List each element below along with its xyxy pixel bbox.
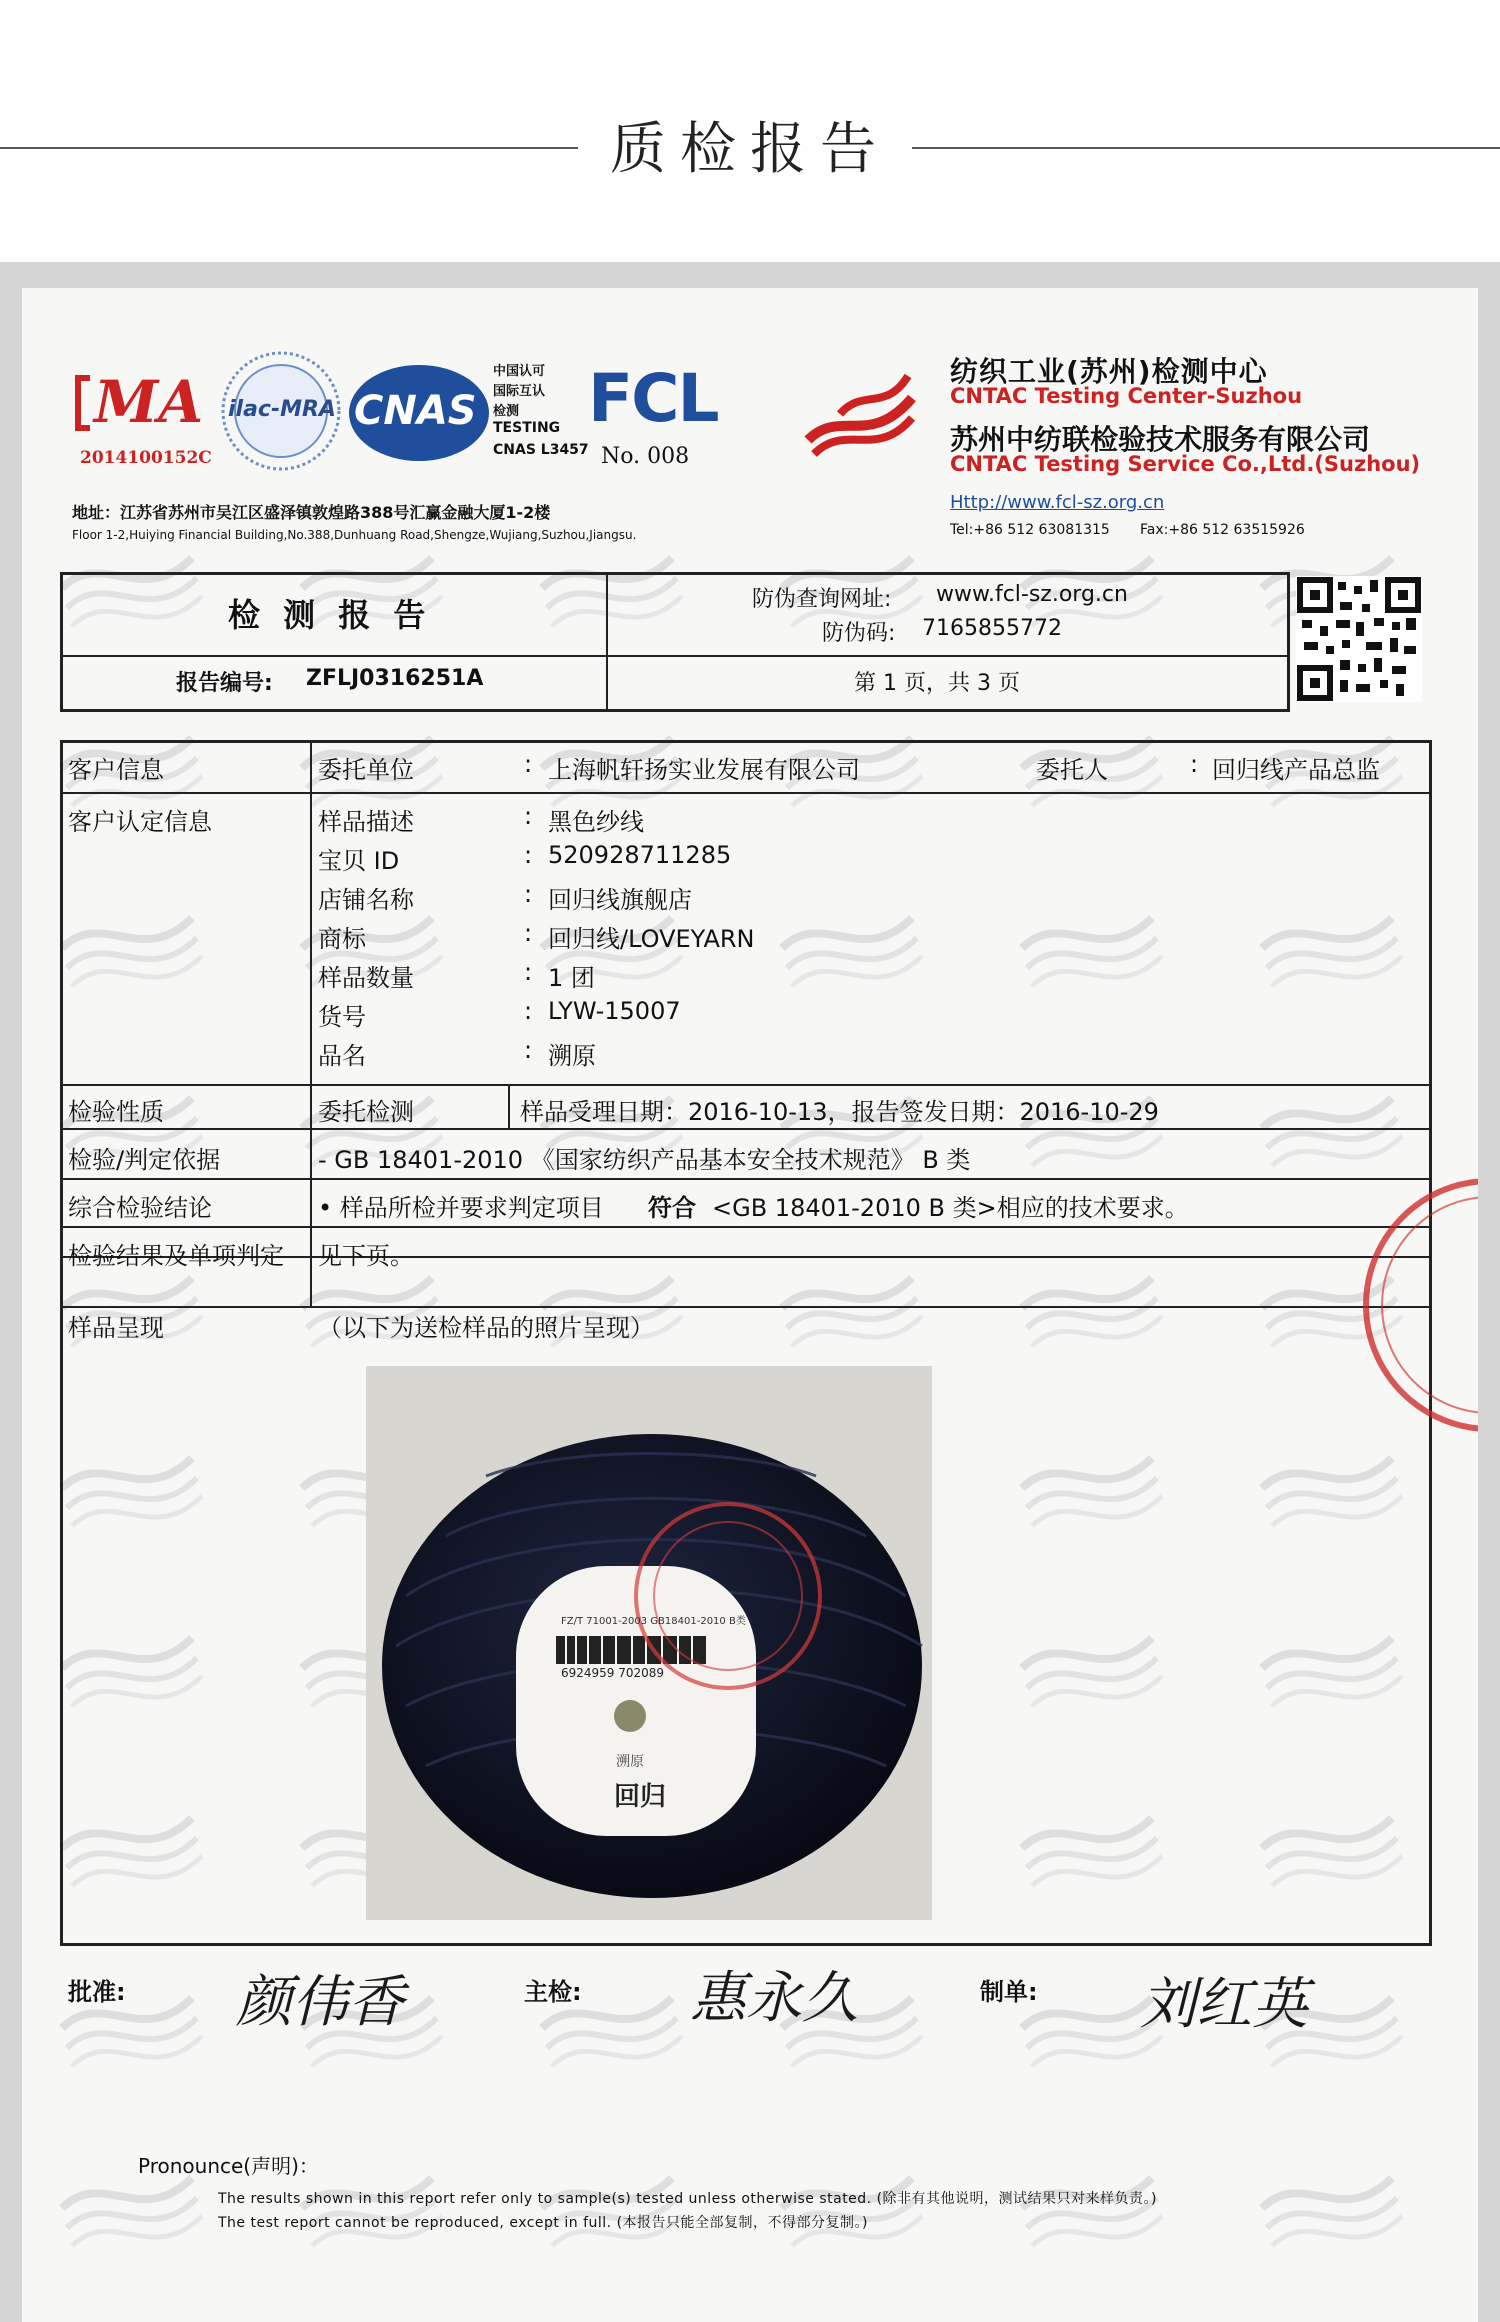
fcl-logo: FCL (588, 360, 718, 437)
basis-value: - GB 18401-2010 《国家纺织产品基本安全技术规范》 B 类 (318, 1146, 971, 1174)
field-label: 货号 (318, 1003, 366, 1031)
cma-code: 2014100152C (80, 448, 212, 468)
colon: : (524, 958, 533, 986)
org-tel: Tel:+86 512 63081315 (950, 522, 1110, 538)
report-number: ZFLJ0316251A (306, 666, 484, 691)
client-confirm-label: 客户认定信息 (68, 808, 212, 836)
yarn-label-std: FZ/T 71001-2003 GB18401-2010 B类 (561, 1616, 746, 1627)
field-value: LYW-15007 (548, 997, 681, 1025)
field-value: 溯原 (548, 1042, 596, 1070)
cntac-logo-icon (800, 368, 918, 460)
verify-url[interactable]: www.fcl-sz.org.cn (936, 582, 1128, 607)
colon: : (524, 997, 533, 1025)
main-inspector-label: 主检: (524, 1978, 582, 2006)
cma-label: MA (94, 368, 204, 436)
field-value: 回归线旗舰店 (548, 886, 692, 914)
report-number-label: 报告编号: (176, 671, 273, 696)
make-label: 制单: (980, 1978, 1038, 2006)
report-header-vdivider (606, 572, 608, 709)
org-en-company: CNTAC Testing Service Co.,Ltd.(Suzhou) (950, 452, 1421, 476)
table-row-divider-1 (60, 792, 1429, 794)
approve-signature: 颜伟香 (236, 1970, 404, 2035)
statement-title: Pronounce(声明)： (138, 2154, 319, 2178)
cnas-label: CNAS (354, 388, 477, 434)
address-en: Floor 1-2,Huiying Financial Building,No.388,Dunhuang Road,Shengze,Wujiang,Suzhou,Jiangsu. (72, 528, 637, 542)
entrust-person-value: 回归线产品总监 (1212, 756, 1380, 784)
yarn-label-brand: 回归 (614, 1782, 667, 1812)
verify-code-label: 防伪码: (822, 621, 896, 646)
cnas-side-4: TESTING (493, 420, 561, 436)
cnas-side-5: CNAS L3457 (493, 442, 589, 458)
org-en-name: CNTAC Testing Center-Suzhou (950, 384, 1303, 408)
inspection-stamp (1350, 1170, 1478, 1440)
approve-label: 批准: (68, 1978, 126, 2006)
fcl-number: No. 008 (601, 444, 690, 469)
field-value: 520928711285 (548, 841, 732, 869)
header-rule-right (912, 147, 1500, 149)
field-label: 样品描述 (318, 808, 414, 836)
inspection-nature-value: 委托检测 (318, 1098, 414, 1126)
conclusion-verdict: 符合 (648, 1194, 696, 1222)
address-cn: 地址：江苏省苏州市吴江区盛泽镇敦煌路388号汇赢金融大厦1-2楼 (72, 503, 551, 522)
table-row-divider-3 (60, 1128, 1429, 1130)
basis-label: 检验/判定依据 (68, 1146, 221, 1174)
table-row-divider-5 (60, 1226, 1429, 1228)
sample-photo (366, 1366, 932, 1920)
conclusion-post: <GB 18401-2010 B 类>相应的技术要求。 (712, 1194, 1189, 1222)
table-col2-divider (508, 1084, 510, 1128)
colon: : (524, 750, 533, 778)
field-value: 回归线/LOVEYARN (548, 925, 755, 953)
report-header-divider (60, 655, 1287, 657)
cnas-side-2: 国际互认 (493, 384, 546, 399)
sample-note: （以下为送检样品的照片呈现） (318, 1314, 654, 1342)
field-value: 1 团 (548, 964, 595, 992)
statement-line-2: The test report cannot be reproduced, except in full. (本报告只能全部复制，不得部分复制。) (218, 2215, 868, 2231)
conclusion-pre: • 样品所检并要求判定项目 (318, 1194, 604, 1222)
sample-label: 样品呈现 (68, 1314, 164, 1342)
verify-code: 7165855772 (922, 616, 1062, 641)
page-info: 第 1 页，共 3 页 (854, 671, 1020, 696)
conclusion-label: 综合检验结论 (68, 1194, 212, 1222)
field-value: 黑色纱线 (548, 808, 644, 836)
report-title: 检 测 报 告 (228, 596, 432, 634)
yarn-ball-image (366, 1366, 932, 1920)
colon: : (524, 841, 533, 869)
page-title: 质检报告 (610, 117, 890, 182)
org-cn-name: 纺织工业(苏州)检测中心 (950, 355, 1268, 388)
main-inspector-signature: 惠永久 (690, 1966, 858, 2031)
inspection-nature-label: 检验性质 (68, 1098, 164, 1126)
table-row-divider-2 (60, 1084, 1429, 1086)
yarn-label-barcode: 6924959 702089 (561, 1666, 665, 1680)
field-label: 商标 (318, 925, 366, 953)
colon: : (524, 919, 533, 947)
result-value: 见下页。 (318, 1242, 414, 1270)
ilac-label: ilac-MRA (228, 397, 336, 422)
client-info-label: 客户信息 (68, 756, 164, 784)
header-rule-left (0, 147, 578, 149)
cnas-side-3: 检测 (493, 404, 520, 419)
table-col1-divider-lower (310, 1256, 312, 1306)
colon: : (1190, 750, 1199, 778)
org-cn-company: 苏州中纺联检验技术服务有限公司 (950, 423, 1371, 456)
colon: : (524, 880, 533, 908)
statement-line-1: The results shown in this report refer only to sample(s) tested unless otherwise stated. (除非有其他说明，测试结果只对来样负责。) (218, 2191, 1158, 2207)
entrust-person-label: 委托人 (1036, 756, 1108, 784)
colon: : (524, 802, 533, 830)
field-label: 店铺名称 (318, 886, 414, 914)
cnas-side-1: 中国认可 (493, 364, 546, 379)
table-row-divider-4 (60, 1178, 1429, 1180)
field-label: 品名 (318, 1042, 366, 1070)
org-website-link[interactable]: Http://www.fcl-sz.org.cn (950, 492, 1165, 513)
field-label: 样品数量 (318, 964, 414, 992)
entrust-unit-label: 委托单位 (318, 756, 414, 784)
yarn-label-name: 溯原 (616, 1754, 644, 1770)
field-label: 宝贝 ID (318, 847, 400, 875)
colon: : (524, 1036, 533, 1064)
make-signature: 刘红英 (1140, 1972, 1308, 2037)
result-label: 检验结果及单项判定 (68, 1242, 284, 1270)
table-row-divider-7 (60, 1306, 1429, 1308)
qr-code[interactable] (1296, 576, 1422, 702)
entrust-unit-value: 上海帆轩扬实业发展有限公司 (548, 756, 860, 784)
org-fax: Fax:+86 512 63515926 (1140, 522, 1305, 538)
verify-url-label: 防伪查询网址: (752, 587, 892, 612)
dates-value: 样品受理日期：2016-10-13，报告签发日期：2016-10-29 (520, 1098, 1159, 1126)
